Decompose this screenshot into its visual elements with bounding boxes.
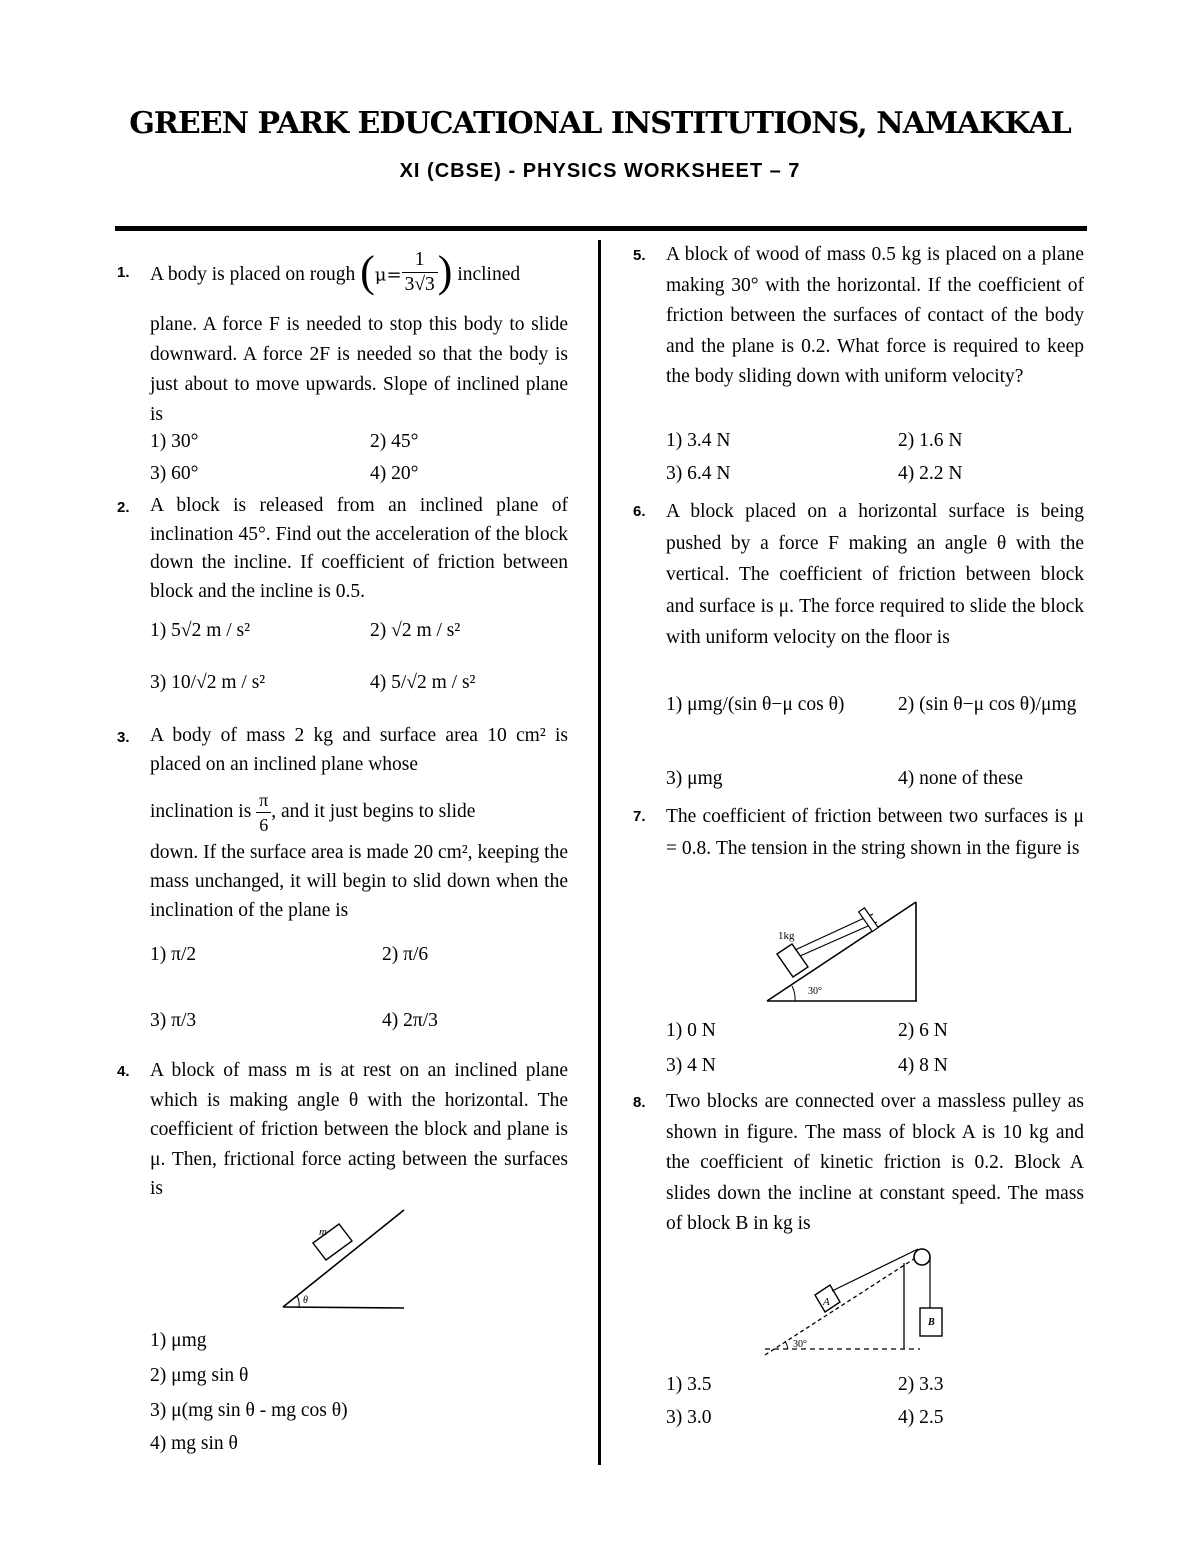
question-3-option-1[interactable]: 1) π/2 (150, 944, 197, 965)
question-4-option-4[interactable]: 4) mg sin θ (150, 1433, 238, 1454)
question-8-option-2[interactable]: 2) 3.3 (898, 1374, 944, 1395)
question-7-option-1[interactable]: 1) 0 N (666, 1020, 716, 1041)
question-4-option-1[interactable]: 1) μmg (150, 1330, 207, 1351)
question-number-3: 3. (117, 729, 130, 746)
figure-7-angle-label: 30° (808, 986, 822, 997)
question-3-option-4[interactable]: 4) 2π/3 (382, 1010, 438, 1031)
question-6-option-2[interactable]: 2) (sin θ−μ cos θ)/μmg (898, 694, 1077, 715)
question-6-option-4[interactable]: 4) none of these (898, 768, 1024, 789)
header-rule (115, 226, 1087, 231)
question-3-text-b2: , and it just begins to slide (271, 800, 476, 822)
question-6-option-3[interactable]: 3) μmg (666, 768, 723, 789)
incline-line (283, 1210, 404, 1307)
question-2-text: A block is released from an inclined plane of inclination 45°. Find out the acceleration of the block down the incline. If coefficient of friction between block and the incline is 0.5. (150, 495, 568, 602)
question-4-option-3[interactable]: 3) μ(mg sin θ - mg cos θ) (150, 1400, 348, 1421)
worksheet-subtitle: XI (CBSE) - PHYSICS WORKSHEET – 7 (399, 160, 801, 182)
figure-8-angle-label: 30° (793, 1339, 807, 1350)
question-7-option-2[interactable]: 2) 6 N (898, 1020, 948, 1041)
question-3-text-c: down. If the surface area is made 20 cm², keeping the mass unchanged, it will begin to slid down when the inclination of the plane is (150, 842, 568, 921)
question-1-text-b: inclined (457, 263, 521, 285)
figure-7-mass-label: 1kg (778, 930, 795, 942)
question-8-option-3[interactable]: 3) 3.0 (666, 1407, 712, 1428)
question-2-option-1[interactable]: 1) 5√2 m / s² (150, 620, 250, 641)
mu-fraction-denominator: 3√3 (404, 274, 435, 295)
question-1-option-3[interactable]: 3) 60° (150, 463, 199, 484)
pulley (914, 1249, 930, 1265)
question-8-option-4[interactable]: 4) 2.5 (898, 1407, 944, 1428)
question-number-2: 2. (117, 499, 130, 516)
question-1-text-a: A body is placed on rough (150, 263, 356, 285)
inclination-frac-den: 6 (259, 815, 269, 835)
question-8-text: Two blocks are connected over a massless pulley as shown in figure. The mass of block A is 10 kg and the coefficient of kinetic friction is 0.2. Block A slides down the incline at constant speed. The mass of block B in kg is (666, 1091, 1084, 1234)
incline-line (765, 1255, 920, 1355)
mu-fraction-numerator: 1 (402, 248, 438, 273)
ground-line (283, 1307, 404, 1308)
question-6-text: A block placed on a horizontal surface is being pushed by a force F making an angle θ with the vertical. The coefficient of friction between block and surface is μ. The force required to slide the block with uniform velocity on the floor is (666, 501, 1084, 648)
question-5-option-1[interactable]: 1) 3.4 N (666, 430, 731, 451)
question-7-text: The coefficient of friction between two surfaces is μ = 0.8. The tension in the string shown in the figure is (666, 806, 1084, 859)
institution-title: GREEN PARK EDUCATIONAL INSTITUTIONS, NAMAKKAL (129, 106, 1071, 141)
inclined-plane-figure-q7 (765, 900, 925, 1005)
question-4-text: A block of mass m is at rest on an inclined plane which is making angle θ with the horizontal. The coefficient of friction between the block and plane is μ. Then, frictional force acting between the surfaces is (150, 1060, 568, 1199)
question-7-option-3[interactable]: 3) 4 N (666, 1055, 716, 1076)
question-7-option-4[interactable]: 4) 8 N (898, 1055, 948, 1076)
question-number-4: 4. (117, 1063, 130, 1080)
question-5-option-4[interactable]: 4) 2.2 N (898, 463, 963, 484)
inclined-plane-figure-q4 (280, 1205, 420, 1315)
question-number-8: 8. (633, 1094, 646, 1111)
question-1-option-4[interactable]: 4) 20° (370, 463, 419, 484)
block-1kg (777, 944, 808, 977)
question-number-6: 6. (633, 503, 646, 520)
question-number-7: 7. (633, 808, 646, 825)
inclination-frac-num: π (256, 788, 271, 813)
string-b (795, 914, 873, 950)
figure-8-block-b-label: B (928, 1317, 935, 1328)
pulley-incline-figure-q8 (760, 1245, 960, 1360)
question-1-line1: A body is placed on rough (μ= $\frac{1}{3√3}$ ) inclined (150, 246, 521, 296)
question-1-text: plane. A force F is needed to stop this body to slide downward. A force 2F is needed so that the body is just about to move upwards. Slope of inclined plane is (150, 314, 568, 425)
question-3-option-2[interactable]: 2) π/6 (382, 944, 429, 965)
question-2-option-3[interactable]: 3) 10/√2 m / s² (150, 672, 266, 693)
figure-4-mass-label: m (319, 1226, 327, 1238)
question-3-text-a: A body of mass 2 kg and surface area 10 cm² is placed on an inclined plane whose (150, 725, 568, 775)
question-6-option-1[interactable]: 1) μmg/(sin θ−μ cos θ) (666, 694, 845, 715)
string (800, 922, 877, 956)
rope-a (832, 1249, 918, 1291)
question-5-option-3[interactable]: 3) 6.4 N (666, 463, 731, 484)
figure-8-block-a-label: A (823, 1296, 830, 1308)
question-number-5: 5. (633, 247, 646, 264)
question-2-option-2[interactable]: 2) √2 m / s² (370, 620, 461, 641)
question-3-option-3[interactable]: 3) π/3 (150, 1010, 197, 1031)
question-8-option-1[interactable]: 1) 3.5 (666, 1374, 712, 1395)
question-4-option-2[interactable]: 2) μmg sin θ (150, 1365, 249, 1386)
question-1-option-2[interactable]: 2) 45° (370, 431, 419, 452)
question-number-1: 1. (117, 264, 130, 281)
figure-4-angle-label: θ (303, 1295, 308, 1306)
question-5-option-2[interactable]: 2) 1.6 N (898, 430, 963, 451)
column-divider (598, 240, 601, 1465)
question-3-text-b1: inclination is (150, 800, 252, 822)
question-3-line-b (150, 788, 570, 837)
question-1-option-1[interactable]: 1) 30° (150, 431, 199, 452)
question-5-text: A block of wood of mass 0.5 kg is placed on a plane making 30° with the horizontal. If the coefficient of friction between the surfaces of contact of the body and the plane is 0.2. What force is required to keep the body sliding down with uniform velocity? (666, 244, 1084, 387)
question-2-option-4[interactable]: 4) 5/√2 m / s² (370, 672, 476, 693)
